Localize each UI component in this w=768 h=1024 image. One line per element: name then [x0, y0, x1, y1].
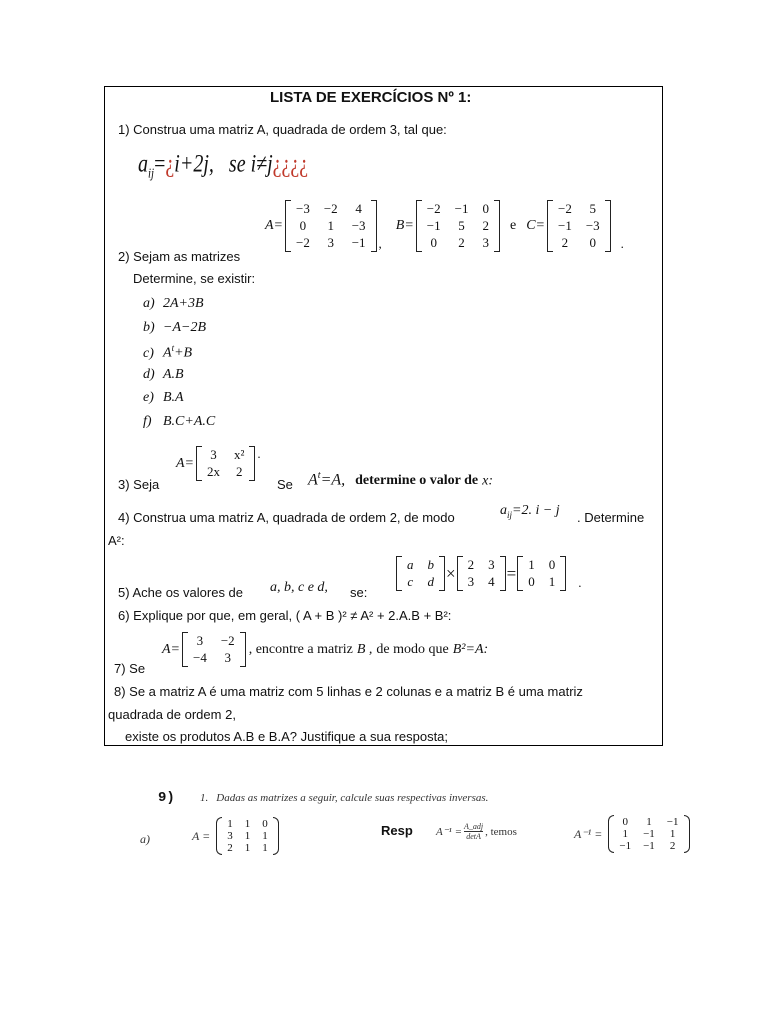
q2-matrix-c-label: C= [526, 218, 545, 233]
q2-item-expr: B.A [163, 390, 184, 405]
q9-resp: Resp [381, 823, 413, 838]
matrix-cell: −2 [296, 235, 310, 250]
matrix-cell: −1 [619, 840, 632, 852]
q1-formula-sub: ij [148, 166, 155, 182]
matrix-cell: 2 [235, 464, 243, 479]
matrix-cell: 0 [548, 557, 556, 572]
q2-matrix-b [416, 200, 500, 252]
matrix-cell: 2 [669, 840, 676, 852]
q9-temos: , temos [485, 825, 517, 838]
matrix-cell: 1 [244, 818, 251, 830]
matrix-cell: 3 [482, 235, 489, 250]
q2-sep: , [378, 236, 382, 251]
q2-matrix-c [547, 200, 611, 252]
q9-fraction [464, 822, 483, 841]
q2-item-expr2: +B [174, 345, 193, 361]
matrix-cell: −1 [666, 816, 679, 828]
matrix-cell: 3 [488, 557, 495, 572]
matrix-cell: 2 [227, 842, 233, 854]
matrix-cell: 1 [244, 842, 251, 854]
matrix-cell: 1 [669, 828, 676, 840]
q2-item-label: d) [143, 366, 155, 382]
matrix-cell: −1 [643, 840, 655, 852]
q1-formula [138, 150, 308, 181]
q2-item-expr: A.B [163, 366, 184, 382]
q9-number: 9) [158, 790, 175, 806]
q9-item-label: a) [140, 832, 150, 846]
matrix-cell: −4 [193, 650, 207, 665]
matrix-cell: 1 [327, 218, 335, 233]
matrix-cell: 5 [589, 201, 596, 216]
q4-text3: A²: [108, 533, 125, 548]
q5-matrix-abcd [396, 556, 445, 591]
q5-vars: a, b, c e d, [270, 580, 328, 595]
q2-item [143, 320, 215, 344]
q9-inv-formula [436, 822, 517, 841]
q2-determine: Determine, se existir: [133, 271, 256, 286]
matrix-cell: 2 [467, 557, 475, 572]
q2-matrix-a-label: A= [265, 218, 283, 233]
matrix-cell: −3 [351, 218, 366, 233]
q4-formula [500, 503, 560, 520]
matrix-cell: 1 [262, 842, 268, 854]
q9-matrix-inverse [608, 815, 689, 853]
q1-formula-eq: = [154, 150, 166, 178]
sheet-title: LISTA DE EXERCÍCIOS Nº 1: [270, 89, 472, 106]
matrix-cell: 4 [355, 201, 362, 216]
q5-times: × [446, 563, 456, 583]
q9-instruction: Dadas as matrizes a seguir, calcule suas respectivas inversas. [216, 792, 489, 804]
q2-text: 2) Sejam as matrizes [118, 249, 241, 264]
q9-frac-den: detA [466, 832, 481, 841]
matrix-cell: 1 [262, 830, 268, 842]
q9-matrix-group [192, 817, 279, 855]
q3-dot: . [257, 446, 261, 461]
matrix-cell: 3 [210, 447, 217, 462]
matrix-cell: 2 [561, 235, 569, 250]
q2-items-list [143, 296, 215, 437]
q3-rest: determine o valor de [355, 473, 479, 489]
q2-end: . [620, 236, 624, 251]
q2-item-expr: A [163, 345, 172, 361]
q2-item-label: c) [143, 345, 154, 361]
q2-item [143, 367, 215, 391]
matrix-cell: a [407, 557, 414, 572]
matrix-cell: 1 [528, 557, 535, 572]
matrix-cell: −1 [557, 218, 572, 233]
q2-item-label: e) [143, 390, 154, 405]
matrix-cell: 1 [244, 830, 251, 842]
q9-instruction-row [200, 792, 488, 804]
q9-matrix-a [216, 817, 279, 855]
q3-matrix-a [196, 446, 255, 481]
q9-frac-num: A_adj [464, 822, 484, 831]
q9-matrix-a-label: A = [192, 828, 211, 843]
matrix-cell: −2 [426, 201, 441, 216]
q8-line2: quadrada de ordem 2, [108, 707, 236, 722]
q2-item-label: a) [143, 296, 155, 311]
matrix-cell: −3 [296, 201, 310, 216]
q1-formula-a: a [138, 150, 148, 178]
matrix-cell: 1 [646, 816, 652, 828]
matrix-cell: 3 [327, 235, 335, 250]
matrix-cell: c [407, 574, 414, 589]
matrix-cell: −2 [323, 201, 338, 216]
q9-inverse-group [574, 815, 690, 853]
matrix-cell: −1 [454, 201, 469, 216]
matrix-cell: −2 [557, 201, 572, 216]
q1-text: 1) Construa uma matriz A, quadrada de ordem 3, tal que: [118, 122, 447, 137]
q3-cond-a: A [308, 471, 318, 489]
q1-formula-red1: ¿ [165, 150, 175, 178]
matrix-cell: −2 [220, 633, 235, 648]
matrix-cell: x² [234, 447, 245, 462]
q1-formula-red2: ¿¿¿¿ [272, 150, 309, 178]
q3-cond-eq: =A, [320, 471, 346, 489]
matrix-cell: 0 [262, 818, 268, 830]
q3-var: x: [482, 473, 494, 489]
matrix-cell: 0 [528, 574, 535, 589]
matrix-cell: 0 [589, 235, 596, 250]
q3-cond-sup: t [317, 470, 321, 481]
q6-text: 6) Explique por que, em geral, ( A + B )² ≠ A² + 2.A.B + B²: [118, 608, 452, 623]
q4-text: 4) Construa uma matriz A, quadrada de ordem 2, de modo [118, 510, 455, 525]
q9-bullet: 1. [200, 792, 209, 804]
q3-matrix-group [176, 446, 261, 481]
matrix-cell: −3 [585, 218, 600, 233]
q7-rest: , encontre a matriz [248, 641, 353, 657]
q4-text2: . Determine [577, 510, 645, 525]
q4-formula-a: a [500, 503, 507, 518]
matrix-cell: 0 [482, 201, 489, 216]
matrix-cell: 2 [458, 235, 465, 250]
q3-matrix-a-label: A= [176, 455, 194, 471]
q2-and: e [509, 218, 517, 233]
matrix-cell: 3 [196, 633, 204, 648]
matrix-cell: 1 [227, 818, 233, 830]
q2-matrix-b-label: B= [395, 218, 414, 233]
matrix-cell: 0 [299, 218, 307, 233]
q2-item-expr: 2A+3B [163, 296, 204, 311]
matrix-cell: 0 [430, 235, 437, 250]
q2-item-expr: −A−2B [163, 319, 206, 335]
q5-matrix-2 [457, 556, 506, 591]
q7-matrix-a-label: A= [162, 641, 180, 657]
matrix-cell: d [427, 574, 434, 589]
q5-matrix-identity [517, 556, 566, 591]
q8-line1: 8) Se a matriz A é uma matriz com 5 linhas e 2 colunas e a matriz B é uma matriz [114, 684, 583, 699]
matrix-cell: b [427, 557, 434, 572]
q5-equation [396, 556, 581, 591]
matrix-cell: 3 [224, 650, 232, 665]
matrix-cell: 1 [622, 828, 628, 840]
matrix-cell: 2 [482, 218, 489, 233]
matrix-cell: 5 [458, 218, 465, 233]
q7-rest2: de modo que [376, 641, 449, 657]
q1-formula-mid: i+2j, [174, 150, 214, 178]
q2-item [143, 390, 215, 414]
q7-equation [162, 632, 488, 667]
matrix-cell: −1 [643, 828, 655, 840]
q9-inverse-label: A⁻¹ = [574, 826, 603, 841]
q4-formula-rest: =2. i − j [512, 503, 560, 518]
q7-text: 7) Se [114, 661, 146, 676]
matrix-cell: 3 [227, 830, 233, 842]
matrix-cell: 1 [548, 574, 556, 589]
q2-item-label: f) [143, 413, 152, 429]
q3-condition [308, 470, 493, 489]
q2-item [143, 414, 215, 438]
q5-se: se: [350, 585, 368, 600]
q2-item [143, 343, 215, 367]
q8-line3: existe os produtos A.B e B.A? Justifique a sua resposta; [125, 729, 449, 744]
q3-se: Se [277, 477, 293, 492]
q5-end: . [578, 575, 582, 590]
matrix-cell: 3 [467, 574, 475, 589]
q9-inv-formula-lhs: A⁻¹ = [436, 826, 462, 838]
matrix-cell: −1 [426, 218, 441, 233]
q2-item-sup: t [171, 343, 175, 353]
q2-item-label: b) [143, 319, 155, 335]
q2-item [143, 296, 215, 320]
matrix-cell: −1 [351, 235, 366, 250]
matrix-cell: 2x [207, 464, 220, 479]
matrix-cell: 4 [488, 574, 495, 589]
q1-formula-cond: se i≠j [228, 150, 273, 178]
q2-matrices [265, 200, 624, 252]
q5-eq: = [506, 563, 517, 583]
matrix-cell: 0 [622, 816, 628, 828]
q5-text: 5) Ache os valores de [118, 585, 244, 600]
q7-cond: B²=A: [452, 641, 489, 657]
q3-text: 3) Seja [118, 477, 160, 492]
q2-matrix-a [285, 200, 377, 252]
q4-formula-sub: ij [507, 509, 513, 520]
q7-matrix-a [182, 632, 246, 667]
q2-item-expr: B.C+A.C [163, 413, 216, 429]
q7-var: B , [356, 641, 373, 657]
